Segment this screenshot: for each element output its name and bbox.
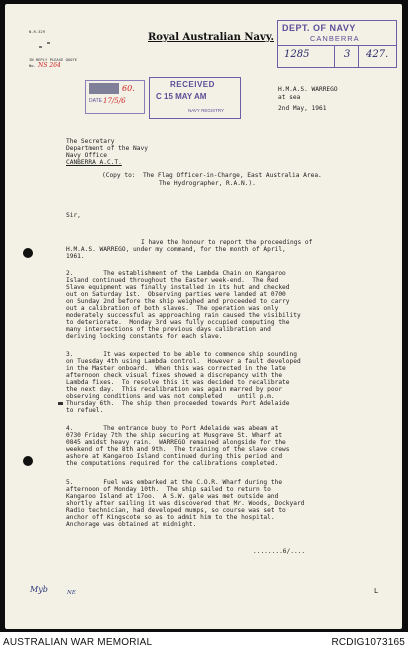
copy-to-line1: (Copy to: The Flag Officer-in-Charge, East Australia Area. — [102, 172, 322, 179]
body-line: ashore at Kangaroo Island continued during this period and — [66, 453, 283, 460]
body-line: the next day. This recalibration was again marred by poor — [66, 386, 283, 393]
body-line: on Sunday 2nd before the ship weighed and proceeded to carry — [66, 298, 290, 305]
body-line: Lambda fixes. To resolve this it was decided to recalibrate — [66, 379, 290, 386]
stamp-line2: CANBERRA — [310, 34, 360, 43]
salutation: Sir, — [66, 212, 81, 219]
received-registry: NAVY REGISTRY — [188, 108, 225, 113]
letter-date: 2nd May, 1961 — [278, 105, 327, 112]
body-line: afternoon of Monday 10th. The ship sailed to return to — [66, 486, 271, 493]
margin-mark — [47, 42, 50, 44]
addressee-line: Department of the Navy — [66, 145, 148, 152]
body-line: weekend of the 8th and 9th. The training of the slave crews — [66, 446, 290, 453]
received-date: C 15 MAY AM — [156, 92, 207, 101]
body-line: in the Master onboard. When this was corrected in the late — [66, 365, 286, 372]
reply-number: NS 264 — [38, 62, 61, 69]
addressee-line: The Secretary — [66, 138, 115, 145]
body-line: deriving locking constants for each slave. — [66, 333, 223, 340]
stamp-cell-2: 3 — [344, 49, 351, 60]
body-line: on Tuesday 4th using Lambda control. However a fault developed — [66, 358, 301, 365]
body-line: to refuel. — [66, 407, 104, 414]
body-line: 4. The entrance buoy to Port Adelaide was abeam at — [66, 425, 279, 432]
body-line: the computations required for the calibrations completed. — [66, 460, 279, 467]
body-line: 1961. — [66, 253, 85, 260]
page-mark: L — [374, 587, 379, 595]
body-line: I have the honour to report the proceedings of — [141, 239, 313, 246]
body-line: shortly after sailing it was discovered that Mr. Woods, Dockyard — [66, 500, 305, 507]
body-line: out a calibration of both slaves. The operation was only — [66, 305, 279, 312]
document-page: N.R.329 IN REPLY PLEASE QUOTE No. NS 264 Royal Australian Navy. DEPT. OF NAVY CANBERRA 1285 3 427. 60. DATE 17/5/6 RECEIVED C 15 MAY AM NAVY REGISTRY H.M.A.S. WARREGO at sea 2nd May, 1961 The Secretary Department of the Navy Navy Office CANBERRA A.C.T. (Copy to: The Flag Officer-in-Charge, East Australia Area. The Hydrographer, R.A.N.). Sir, I have the honour to report the proceedings of H.M.A.S. WARREGO, under my command, for the month of April, 1961. 2. The establishment of the Lambda Chain on Kangaroo Island continued throughout the Easter week-end. The Red Slave equipment was finally installed in its hut and checked out on Saturday 1st. Observing parties were landed at 0700 on Sunday 2nd before the ship weighed and proceeded to carry out a calibration of both slaves. The operation was only moderately successful as approaching rain caused the visibility to deteriorate. Monday 3rd was fully occupied computing the many intersections of the previous days calibration and deriving locking constants for each slave. 3. It was expected to be able to commence ship sounding on Tuesday 4th using Lambda control. However a fault developed in the Master onboard. When this was corrected in the late afternoon check visual fixes showed a discrepancy with the Lambda fixes. To resolve this it was decided to recalibrate the next day. This recalibration was again marred by poor observing conditions and was not completed until p.m. Thursday 6th. The ship then proceeded towards Port Adelaide to refuel. 4. The entrance buoy to Port Adelaide was abeam at 0730 Friday 7th the ship securing at Musgrave St. Wharf at 0845 amidst heavy rain. WARREGO remained alongside for the weekend of the 8th and 9th. The training of the slave crews ashore at Kangaroo Island continued during this period and the computations required for the calibrations completed. 5. Fuel was embarked at the C.O.R. Wharf during the afternoon of Monday 10th. The ship sailed to return to Kangaroo Island at 17oo. A S.W. gale was met outside and shortly after sailing it was discovered that Mr. Woods, Dockyard Radio technician, had developed mumps, so course was set to anchor off Kingscote so as to admit him to the hospital. Anchorage was obtained at midnight. ........6/.... Myb NE L — [5, 4, 402, 629]
received-stamp — [149, 77, 241, 119]
body-line: many intersections of the previous days calibration and — [66, 326, 271, 333]
reply-label: IN REPLY PLEASE QUOTE — [29, 57, 78, 62]
body-line: 0730 Friday 7th the ship securing at Musgrave St. Wharf at — [66, 432, 283, 439]
date-stamp-label: DATE — [89, 98, 102, 104]
body-line: 5. Fuel was embarked at the C.O.R. Wharf during the — [66, 479, 283, 486]
letterhead: Royal Australian Navy. — [148, 32, 274, 43]
body-line: observing conditions and was not completed until p.m. — [66, 393, 275, 400]
body-line: out on Saturday 1st. Observing parties were landed at 0700 — [66, 291, 286, 298]
archive-id: RCDIG1073165 — [331, 637, 405, 648]
archive-name: AUSTRALIAN WAR MEMORIAL — [3, 637, 153, 648]
continuation-mark: ........6/.... — [253, 548, 306, 555]
body-line: 3. It was expected to be able to commence ship sounding — [66, 351, 297, 358]
addressee-line: Navy Office — [66, 152, 107, 159]
addressee-line: CANBERRA A.C.T. — [66, 159, 122, 166]
date-stamp-hand2: 17/5/6 — [103, 97, 126, 105]
date-stamp-hand1: 60. — [122, 84, 135, 93]
body-line: Radio technician, had developed mumps, so course was set to — [66, 507, 286, 514]
body-line: H.M.A.S. WARREGO, under my command, for the month of April, — [66, 246, 286, 253]
punch-hole — [23, 456, 33, 466]
body-line: Anchorage was obtained at midnight. — [66, 521, 197, 528]
sender: H.M.A.S. WARREGO — [278, 86, 338, 93]
body-line: Island continued throughout the Easter week-end. The Red — [66, 277, 279, 284]
form-number: N.R.329 — [29, 29, 46, 34]
archive-footer — [0, 632, 408, 653]
received-label: RECEIVED — [170, 80, 215, 89]
sender-location: at sea — [278, 94, 301, 101]
stamp-line1: DEPT. OF NAVY — [282, 23, 356, 33]
body-line: afternoon check visual fixes showed a discrepancy with the — [66, 372, 283, 379]
body-line: 0845 amidst heavy rain. WARREGO remained alongside for the — [66, 439, 286, 446]
body-line: to deteriorate. Monday 3rd was fully occupied computing the — [66, 319, 290, 326]
body-line: anchor off Kingscote so as to admit him to the hospital. — [66, 514, 275, 521]
stamp-cell-1: 1285 — [284, 49, 310, 60]
stamp-cell-3: 427. — [366, 49, 389, 60]
punch-hole — [23, 248, 33, 258]
body-line: Slave equipment was finally installed in its hut and checked — [66, 284, 290, 291]
copy-to-line2: The Hydrographer, R.A.N.). — [159, 180, 256, 187]
navy-dept-stamp — [277, 20, 397, 68]
body-line: Kangaroo Island at 17oo. A S.W. gale was met outside and — [66, 493, 279, 500]
date-stamp — [85, 80, 145, 114]
handwritten-initials: Myb — [30, 585, 48, 594]
body-line: moderately successful as approaching rain caused the visibility — [66, 312, 301, 319]
body-line: Thursday 6th. The ship then proceeded towards Port Adelaide — [66, 400, 290, 407]
margin-mark — [39, 46, 42, 48]
handwritten-note: NE — [67, 590, 76, 596]
body-line: 2. The establishment of the Lambda Chain on Kangaroo — [66, 270, 286, 277]
margin-mark — [58, 402, 63, 405]
